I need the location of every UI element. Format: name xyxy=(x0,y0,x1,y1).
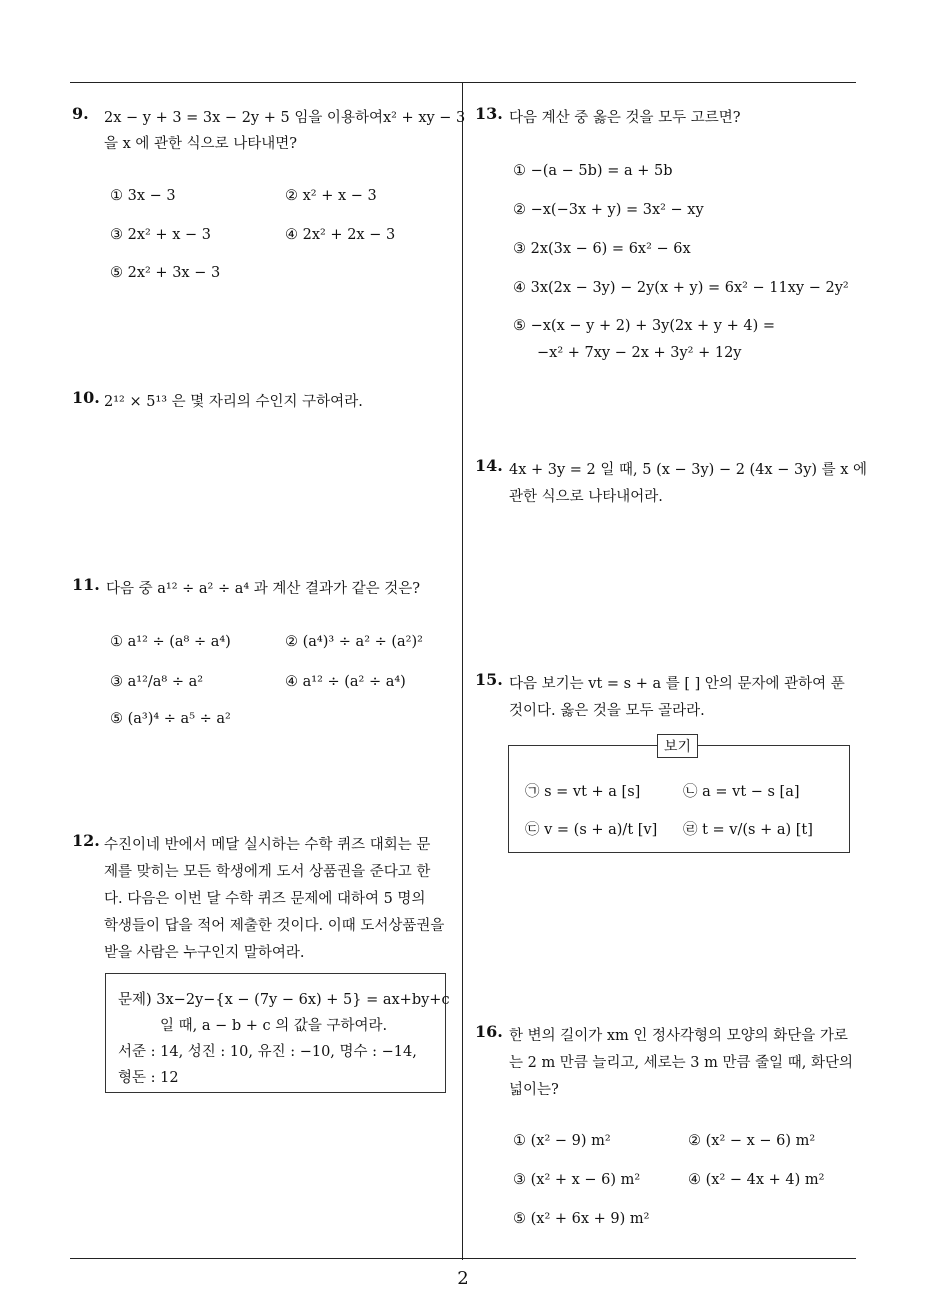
q13-choice-5-cont: −x² + 7xy − 2x + 3y² + 12y xyxy=(537,345,742,361)
q11-choice-3[interactable]: ③ a¹²/a⁸ ÷ a² xyxy=(110,674,204,690)
q13-choice-5[interactable]: ⑤ −x(x − y + 2) + 3y(2x + y + 4) = xyxy=(513,318,775,334)
q9-choice-3[interactable]: ③ 2x² + x − 3 xyxy=(110,227,211,243)
q9-text-line1: 2x − y + 3 = 3x − 2y + 5 임을 이용하여x² + xy − 3 xyxy=(104,110,466,126)
q16-choice-5[interactable]: ⑤ (x² + 6x + 9) m² xyxy=(513,1211,650,1227)
q16-text-line2: 는 2 m 만큼 늘리고, 세로는 3 m 만큼 줄일 때, 화단의 xyxy=(509,1055,853,1071)
q13-choice-2[interactable]: ② −x(−3x + y) = 3x² − xy xyxy=(513,202,704,218)
q15-number: 15. xyxy=(475,670,503,689)
q12-box-line2: 일 때, a − b + c 의 값을 구하여라. xyxy=(160,1018,388,1034)
q11-choice-4[interactable]: ④ a¹² ÷ (a² ÷ a⁴) xyxy=(285,674,406,690)
q16-text-line3: 넓이는? xyxy=(509,1082,559,1098)
bottom-rule xyxy=(70,1258,856,1259)
q12-text-line5: 받을 사람은 누구인지 말하여라. xyxy=(104,945,305,961)
column-divider xyxy=(462,82,463,1260)
q16-text-line1: 한 변의 길이가 xm 인 정사각형의 모양의 화단을 가로 xyxy=(509,1028,848,1044)
q16-number: 16. xyxy=(475,1022,503,1041)
q15-text-line1: 다음 보기는 vt = s + a 를 [ ] 안의 문자에 관하여 푼 xyxy=(509,676,845,692)
q13-number: 13. xyxy=(475,104,503,123)
top-rule xyxy=(70,82,856,83)
q15-item-b: ㉡ a = vt − s [a] xyxy=(683,784,800,800)
q12-box-line4: 형돈 : 12 xyxy=(118,1070,179,1086)
q11-number: 11. xyxy=(72,575,100,594)
q14-text-line2: 관한 식으로 나타내어라. xyxy=(509,489,663,505)
q15-text-line2: 것이다. 옳은 것을 모두 골라라. xyxy=(509,703,705,719)
q15-item-a: ㉠ s = vt + a [s] xyxy=(525,784,641,800)
q16-choice-1[interactable]: ① (x² − 9) m² xyxy=(513,1133,611,1149)
q13-choice-4[interactable]: ④ 3x(2x − 3y) − 2y(x + y) = 6x² − 11xy − 2y² xyxy=(513,280,849,296)
q16-choice-2[interactable]: ② (x² − x − 6) m² xyxy=(688,1133,816,1149)
q13-choice-1[interactable]: ① −(a − 5b) = a + 5b xyxy=(513,163,673,179)
q9-choice-5[interactable]: ⑤ 2x² + 3x − 3 xyxy=(110,265,221,281)
q12-box-line3: 서준 : 14, 성진 : 10, 유진 : −10, 명수 : −14, xyxy=(118,1044,417,1060)
q11-choice-1[interactable]: ① a¹² ÷ (a⁸ ÷ a⁴) xyxy=(110,634,231,650)
q12-text-line4: 학생들이 답을 적어 제출한 것이다. 이때 도서상품권을 xyxy=(104,918,445,934)
q16-choice-4[interactable]: ④ (x² − 4x + 4) m² xyxy=(688,1172,825,1188)
q15-item-c: ㉢ v = (s + a)/t [v] xyxy=(525,822,658,838)
q13-choice-3[interactable]: ③ 2x(3x − 6) = 6x² − 6x xyxy=(513,241,691,257)
q15-box-title: 보기 xyxy=(657,734,698,758)
q13-text: 다음 계산 중 옳은 것을 모두 고르면? xyxy=(509,110,741,126)
q14-text-line1: 4x + 3y = 2 일 때, 5 (x − 3y) − 2 (4x − 3y) 를 x 에 xyxy=(509,462,868,478)
q12-text-line1: 수진이네 반에서 메달 실시하는 수학 퀴즈 대회는 문 xyxy=(104,837,431,853)
q12-text-line2: 제를 맞히는 모든 학생에게 도서 상품권을 준다고 한 xyxy=(104,864,431,880)
q9-choice-4[interactable]: ④ 2x² + 2x − 3 xyxy=(285,227,396,243)
q9-choice-1[interactable]: ① 3x − 3 xyxy=(110,188,176,204)
q11-choice-2[interactable]: ② (a⁴)³ ÷ a² ÷ (a²)² xyxy=(285,634,423,650)
q12-box-line1: 문제) 3x−2y−{x − (7y − 6x) + 5} = ax+by+c xyxy=(118,992,450,1008)
q12-number: 12. xyxy=(72,831,100,850)
q9-text-line2: 을 x 에 관한 식으로 나타내면? xyxy=(104,136,298,152)
q14-number: 14. xyxy=(475,456,503,475)
q10-number: 10. xyxy=(72,388,100,407)
q16-choice-3[interactable]: ③ (x² + x − 6) m² xyxy=(513,1172,641,1188)
q11-choice-5[interactable]: ⑤ (a³)⁴ ÷ a⁵ ÷ a² xyxy=(110,711,231,727)
q11-text: 다음 중 a¹² ÷ a² ÷ a⁴ 과 계산 결과가 같은 것은? xyxy=(106,581,421,597)
page-number: 2 xyxy=(457,1268,469,1289)
q12-text-line3: 다. 다음은 이번 달 수학 퀴즈 문제에 대하여 5 명의 xyxy=(104,891,426,907)
q15-item-d: ㉣ t = v/(s + a) [t] xyxy=(683,822,813,838)
q9-choice-2[interactable]: ② x² + x − 3 xyxy=(285,188,377,204)
q9-number: 9. xyxy=(72,104,89,123)
q10-text: 2¹² × 5¹³ 은 몇 자리의 수인지 구하여라. xyxy=(104,394,363,410)
